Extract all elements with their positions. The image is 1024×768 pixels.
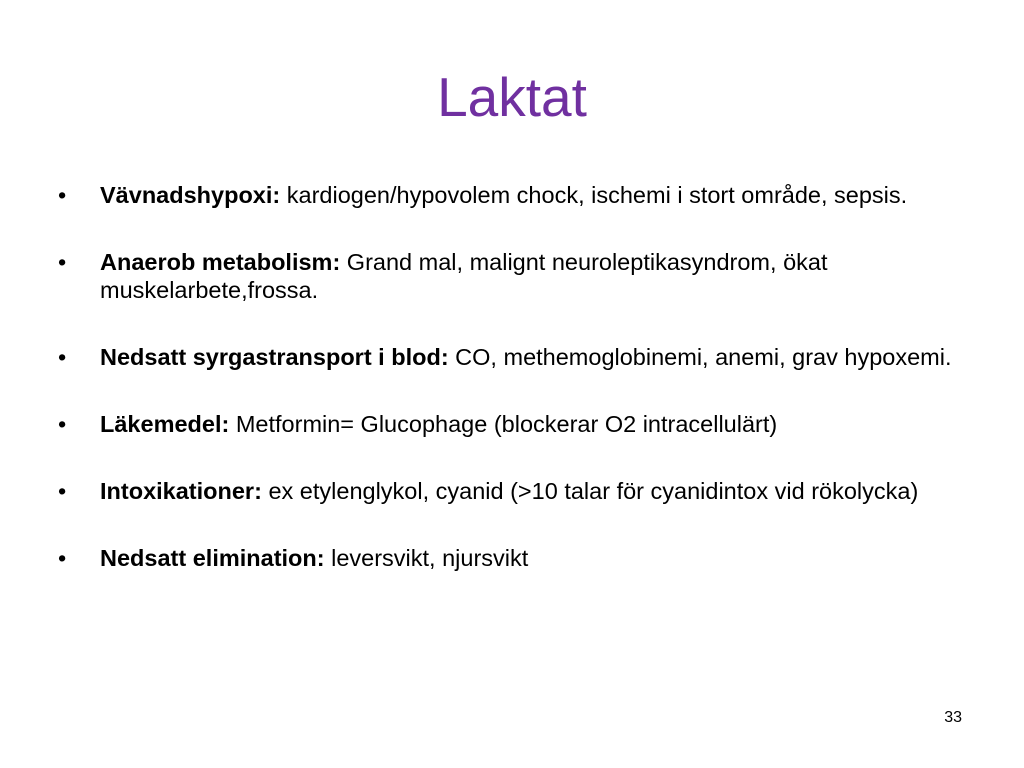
bullet-text: leversvikt, njursvikt: [324, 545, 529, 571]
bullet-term: Nedsatt syrgastransport i blod:: [100, 344, 449, 370]
bullet-marker: •: [58, 545, 67, 571]
bullet-list: [58, 181, 963, 611]
bullet-text: ex etylenglykol, cyanid (>10 talar för cyanidintox vid rökolycka): [261, 478, 919, 504]
bullet-item: [58, 343, 963, 371]
bullet-text: Grand mal, malignt neuroleptikasyndrom, ökat muskelarbete,frossa.: [100, 249, 828, 303]
bullet-text: Metformin= Glucophage (blockerar O2 intracellulärt): [229, 411, 778, 437]
bullet-marker: •: [58, 249, 67, 275]
slide-number: 33: [944, 709, 962, 726]
bullet-item: [58, 544, 963, 572]
bullet-marker: •: [58, 411, 67, 437]
bullet-term: Nedsatt elimination:: [100, 545, 325, 571]
bullet-item: [58, 181, 963, 209]
bullet-marker: •: [58, 344, 67, 370]
bullet-item: [58, 410, 963, 438]
bullet-term: Läkemedel:: [100, 411, 230, 437]
slide-title: Laktat: [437, 66, 587, 128]
bullet-marker: •: [58, 182, 67, 208]
bullet-term: Vävnadshypoxi:: [100, 182, 281, 208]
bullet-term: Anaerob metabolism:: [100, 249, 341, 275]
bullet-text: kardiogen/hypovolem chock, ischemi i stort område, sepsis.: [280, 182, 908, 208]
bullet-item: [58, 248, 963, 304]
bullet-item: [58, 477, 963, 505]
bullet-term: Intoxikationer:: [100, 478, 262, 504]
bullet-text: CO, methemoglobinemi, anemi, grav hypoxemi.: [448, 344, 952, 370]
bullet-marker: •: [58, 478, 67, 504]
